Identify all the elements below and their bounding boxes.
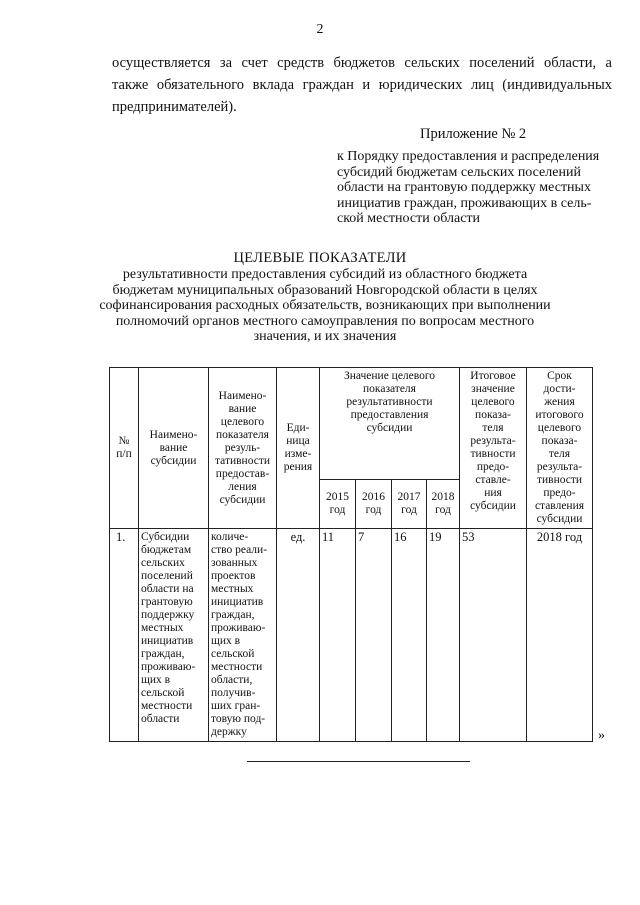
cell-text-line: области	[141, 713, 180, 725]
cell-text-line: целевого	[471, 396, 515, 408]
cell-text-line: показателя	[216, 428, 269, 441]
cell-text-line: год	[329, 503, 346, 516]
cell-text-line: ница	[286, 435, 310, 447]
cell-text-line: субсидии	[219, 493, 266, 506]
appendix-title: Приложение № 2	[420, 126, 527, 142]
document-subheading	[90, 267, 560, 345]
cell-text-line: дости-	[543, 383, 576, 395]
cell-value-2015: 11	[320, 529, 356, 742]
cell-indicator-name	[209, 529, 277, 742]
header-num	[110, 368, 139, 529]
cell-text-line: п/п	[116, 448, 132, 460]
cell-text-line: предо-	[476, 461, 510, 473]
cell-text-line: Значение целевого	[343, 370, 436, 382]
appendix-subtitle-line: инициатив граждан, проживающих в сель-	[337, 195, 592, 211]
cell-text-line: 2017	[397, 490, 421, 503]
cell-text-line: проживаю-	[141, 661, 196, 673]
cell-text-line: итогового	[535, 409, 584, 421]
cell-text-line: щих в	[141, 674, 171, 686]
cell-text-line: субсидии	[366, 422, 413, 434]
cell-text-line: вание	[159, 441, 188, 454]
table-header-row	[110, 368, 593, 480]
paragraph-line: также обязательного вклада граждан и юридических лиц (индивидуальных	[112, 77, 612, 93]
cell-text-line: граждан,	[141, 648, 185, 660]
cell-text-line: теля	[482, 422, 504, 434]
cell-text-line: местности	[211, 661, 263, 673]
cell-text-line: Еди-	[286, 422, 310, 434]
cell-text-line: бюджетам	[141, 544, 192, 556]
cell-text-line: вание	[228, 402, 257, 415]
cell-text-line: проживаю-	[211, 622, 266, 634]
cell-text-line: рения	[283, 461, 313, 473]
subheading-line: бюджетам муниципальных образований Новгородской области в целях	[112, 282, 538, 298]
header-year-2017	[392, 479, 427, 528]
appendix-subtitle	[337, 149, 615, 227]
cell-text-line: тивности	[536, 474, 583, 486]
cell-text-line: области,	[211, 674, 253, 686]
cell-text-line: результа-	[470, 435, 516, 447]
cell-text-line: количе-	[211, 531, 249, 543]
appendix-subtitle-line: ской местности области	[337, 211, 481, 226]
cell-text-line: целевого	[537, 422, 582, 434]
header-subsidy-name	[139, 368, 209, 529]
cell-text-line: жения	[544, 396, 575, 408]
cell-text-line: местности	[141, 700, 193, 712]
cell-text-line: предостав-	[215, 467, 270, 480]
cell-text-line: ших гран-	[211, 700, 261, 712]
header-year-2016	[356, 479, 392, 528]
cell-subsidy-name	[139, 529, 209, 742]
subheading-line: результативности предоставления субсидий из областного бюджета	[122, 267, 528, 282]
indicators-table	[109, 367, 593, 742]
cell-text-line: зованных	[211, 557, 258, 569]
cell-text-line: 2015	[326, 490, 349, 503]
cell-text-line: местных	[141, 622, 184, 634]
cell-text-line: целевого	[220, 415, 265, 428]
cell-total: 53	[460, 529, 527, 742]
header-total	[460, 368, 527, 529]
cell-text-line: субсидии	[470, 500, 516, 512]
table-row	[110, 529, 593, 742]
cell-text-line: Итоговое	[470, 370, 516, 382]
cell-text-line: сельских	[141, 557, 185, 569]
cell-text-line: Субсидии	[141, 531, 190, 543]
cell-text-line: инициатив	[211, 596, 264, 608]
cell-text-line: поселений	[141, 570, 193, 582]
appendix-subtitle-line: субсидий бюджетам сельских поселений	[337, 164, 581, 180]
cell-text-line: товую под-	[211, 713, 266, 725]
header-deadline	[527, 368, 593, 529]
header-year-2015	[320, 479, 356, 528]
cell-text-line: тативности	[214, 454, 271, 467]
page-number: 2	[316, 22, 324, 37]
cell-text-line: год	[365, 503, 382, 516]
cell-text-line: Срок	[547, 370, 572, 382]
cell-text-line: грантовую	[141, 596, 193, 608]
cell-text-line: ления	[228, 480, 257, 493]
cell-text-line: теля	[548, 448, 571, 460]
cell-deadline: 2018 год	[527, 529, 593, 742]
cell-text-line: сельской	[211, 648, 255, 660]
document-heading: ЦЕЛЕВЫЕ ПОКАЗАТЕЛИ	[233, 250, 407, 266]
cell-text-line: 2016	[362, 490, 385, 503]
cell-text-line: щих в	[211, 635, 241, 647]
appendix-subtitle-line: к Порядку предоставления и распределения	[337, 149, 600, 164]
cell-value-2017: 16	[392, 529, 427, 742]
header-indicator-name	[209, 368, 277, 529]
appendix-subtitle-line: области на грантовую поддержку местных	[337, 180, 591, 195]
cell-text-line: граждан,	[211, 609, 255, 621]
cell-text-line: держку	[211, 726, 247, 738]
paragraph-line: осуществляется за счет средств бюджетов сельских поселений области, а	[112, 55, 612, 71]
subheading-line: софинансирования расходных обязательств, возникающих при выполнении	[99, 298, 551, 313]
intro-paragraph	[112, 52, 612, 118]
cell-text-line: области на	[141, 583, 194, 595]
subheading-line: полномочий органов местного самоуправления по вопросам местного	[115, 313, 535, 329]
cell-text-line: получив-	[211, 687, 256, 699]
cell-text-line: Наимено-	[149, 428, 198, 441]
cell-text-line: результативности	[346, 396, 433, 408]
cell-text-line: значение	[471, 383, 515, 395]
header-year-2018	[427, 479, 460, 528]
cell-text-line: резуль-	[224, 441, 261, 454]
cell-text-line: показателя	[363, 383, 416, 395]
cell-text-line: тивности	[470, 448, 516, 460]
cell-text-line: местных	[211, 583, 254, 595]
cell-text-line: сельской	[141, 687, 185, 699]
paragraph-line: предпринимателей).	[112, 99, 237, 115]
subheading-line: значения, и их значения	[253, 329, 397, 344]
cell-text-line: предоставления	[350, 409, 429, 421]
cell-text-line: ставле-	[475, 474, 511, 486]
separator-line	[247, 761, 470, 762]
header-value-group	[320, 368, 460, 480]
cell-text-line: показа-	[475, 409, 511, 421]
cell-text-line: показа-	[541, 435, 578, 447]
cell-text-line: субсидии	[536, 513, 583, 525]
cell-text-line: год	[401, 503, 417, 516]
cell-value-2018: 19	[427, 529, 460, 742]
cell-text-line: ния	[484, 487, 502, 499]
cell-unit: ед.	[277, 529, 320, 742]
cell-text-line: субсидии	[150, 454, 197, 467]
cell-text-line: поддержку	[141, 609, 195, 621]
cell-text-line: проектов	[211, 570, 256, 582]
cell-text-line: №	[118, 435, 130, 447]
cell-text-line: предо-	[543, 487, 576, 499]
cell-num: 1.	[110, 529, 139, 742]
cell-value-2016: 7	[356, 529, 392, 742]
header-unit	[277, 368, 320, 529]
cell-text-line: инициатив	[141, 635, 194, 647]
cell-text-line: 2018	[431, 490, 455, 503]
closing-quote: »	[598, 728, 605, 743]
cell-text-line: Наимено-	[218, 389, 267, 402]
cell-text-line: год	[435, 503, 451, 516]
cell-text-line: ство реали-	[211, 544, 268, 556]
cell-text-line: ставления	[534, 500, 585, 512]
cell-text-line: изме-	[284, 448, 312, 460]
cell-text-line: результа-	[536, 461, 583, 473]
